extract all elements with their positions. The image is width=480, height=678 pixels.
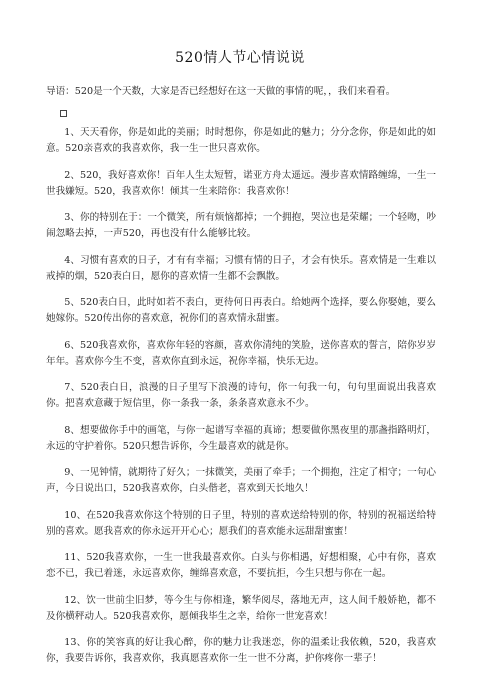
list-item: 6、520我喜欢你，喜欢你年轻的容颜，喜欢你清纯的笑脸，送你喜欢的誓言，陪你岁岁年年。喜欢你今生不变，喜欢你直到永远，祝你幸福，快乐无边。 (46, 339, 436, 367)
checkbox-icon (60, 110, 67, 117)
paragraph-list (46, 125, 436, 678)
list-item: 7、520表白日，浪漫的日子里写下浪漫的诗句，你一句我一句，句句里面说出我喜欢你。把喜欢意藏于短信里，你一条我一条，条条喜欢意永不少。 (46, 382, 436, 409)
list-item: 2、520，我好喜欢你！百年人生太短暂，诺亚方舟太遥远。漫步喜欢情路缠绵，一生一世我嫌短。520，我喜欢你！倾其一生来陪你：我喜欢你！ (46, 169, 436, 197)
list-item: 12、饮一世前尘旧梦，等今生与你相逢，繁华阅尽，落地无声，这人间千般娇艳，都不及你横秤动人。520我喜欢你，愿倾我毕生之幸，给你一世宠喜欢！ (46, 594, 436, 622)
list-item: 3、你的特别在于：一个微笑，所有烦恼都掉；一个拥抱，哭泣也是荣耀；一个轻吻，吵闹忽略去掉，一声520，再也没有什么能够比较。 (46, 212, 436, 239)
intro-paragraph: 导语：520是一个天数，大家是否已经想好在这一天做的事情的呢，，我们来看看。 (46, 86, 396, 97)
page-title: 520情人节心情说说 (175, 50, 305, 66)
list-item: 11、520我喜欢你，一生一世我最喜欢你。白头与你相遇，好想相聚，心中有你，喜欢恋不已，我已着迷，永远喜欢你，缠绵喜欢意，不要抗拒，今生只想与你在一起。 (46, 552, 436, 579)
list-item: 4、习惯有喜欢的日子，才有有幸福；习惯有情的日子，才会有快乐。喜欢情是一生难以戒掉的烟，520表白日，愿你的喜欢情一生都不会飘散。 (46, 254, 436, 282)
list-item: 10、在520我喜欢你这个特别的日子里，特别的喜欢送给特别的你，特别的祝福送给特别的喜欢。愿我喜欢的你永远开开心心；愿我们的喜欢能永远甜甜蜜蜜！ (46, 509, 436, 537)
list-item: 8、想要做你手中的画笔，与你一起谱写幸福的真谛；想要做你黑夜里的那盏指路明灯，永远的守护着你。520只想告诉你，今生最喜欢的就是你。 (46, 424, 436, 452)
list-item: 5、520表白日，此时如若不表白，更待何日再表白。给她两个选择，要么你娶她，要么她嫁你。520传出你的喜欢意，祝你们的喜欢情永甜蜜。 (46, 297, 436, 324)
list-item: 9、一见钟情，就期待了好久；一抹微笑，美丽了牵手；一个拥抱，注定了相守；一句心声，今日说出口，520我喜欢你，白头偕老，喜欢到天长地久！ (46, 467, 436, 494)
list-item: 13、你的笑容真的好让我心醉，你的魅力让我迷恋，你的温柔让我依赖，520，我喜欢你，我要告诉你，我喜欢你，我真愿喜欢你一生一世不分离，护你疼你一辈子！ (46, 637, 436, 664)
list-item: 1、天天看你，你是如此的美丽；时时想你，你是如此的魅力；分分念你，你是如此的如意。520亲喜欢的我喜欢你，我一生一世只喜欢你。 (46, 127, 436, 154)
